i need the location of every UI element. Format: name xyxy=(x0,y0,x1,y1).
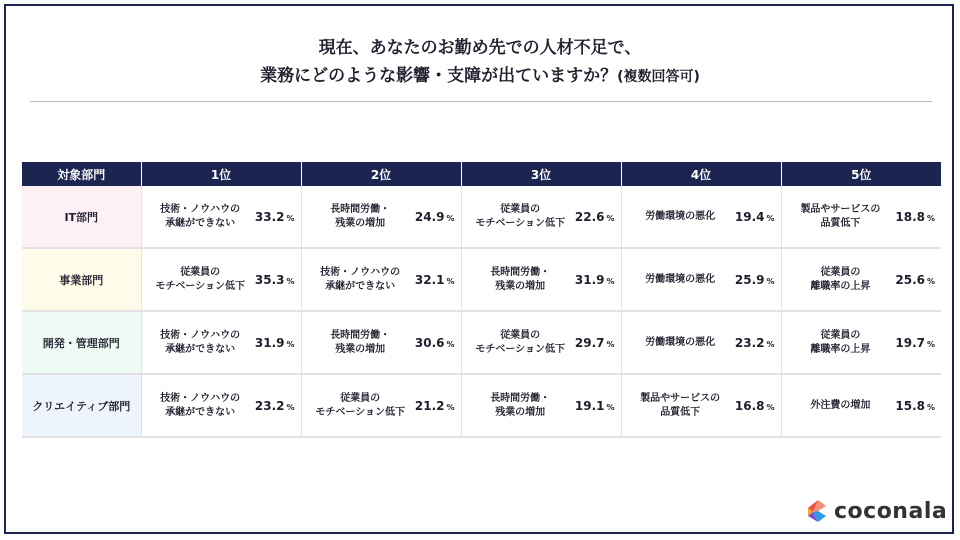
percentage-number: 25.9 xyxy=(734,272,765,287)
percentage-value xyxy=(255,273,295,287)
percentage-value xyxy=(575,336,615,350)
percentage-number: 23.2 xyxy=(254,398,285,413)
rank-1-cell xyxy=(141,311,301,374)
percentage-number: 31.9 xyxy=(254,335,285,350)
impact-item: 従業員の モチベーション低下 xyxy=(475,203,565,229)
impact-item: 長時間労働・ 残業の増加 xyxy=(330,329,391,355)
impact-item: 従業員の モチベーション低下 xyxy=(315,392,405,418)
percentage-unit: % xyxy=(766,213,775,223)
percentage-number: 22.6 xyxy=(574,209,605,224)
impact-item: 労働環境の悪化 xyxy=(645,210,716,222)
rank-1-cell xyxy=(141,186,301,248)
rank-3-cell xyxy=(461,248,621,311)
impact-item: 技術・ノウハウの 承継ができない xyxy=(160,203,241,229)
impact-item: 技術・ノウハウの 承継ができない xyxy=(160,392,241,418)
rank-2-cell xyxy=(301,311,461,374)
title-suffix: (複数回答可) xyxy=(617,69,700,85)
ranking-table xyxy=(22,162,941,438)
title-line-2-main: 業務にどのような影響・支障が出ていますか？ xyxy=(260,66,618,86)
percentage-value xyxy=(415,336,455,350)
percentage-value xyxy=(575,273,615,287)
rank-3-cell xyxy=(461,311,621,374)
percentage-number: 19.4 xyxy=(734,209,765,224)
rank-2-cell xyxy=(301,186,461,248)
rank-4-cell xyxy=(621,374,781,437)
impact-item: 外注費の増加 xyxy=(810,399,871,411)
page-title xyxy=(0,34,960,91)
percentage-number: 35.3 xyxy=(254,272,285,287)
rank-4-cell xyxy=(621,186,781,248)
impact-item: 製品やサービスの 品質低下 xyxy=(800,203,881,229)
percentage-value xyxy=(735,273,775,287)
header-rank-5: 5位 xyxy=(781,162,941,186)
percentage-number: 19.7 xyxy=(895,335,925,350)
percentage-number: 32.1 xyxy=(414,272,445,287)
coconala-logo xyxy=(804,498,947,524)
percentage-unit: % xyxy=(446,402,455,412)
rank-2-cell xyxy=(301,374,461,437)
header-rank-4: 4位 xyxy=(621,162,781,186)
percentage-number: 25.6 xyxy=(895,272,925,287)
percentage-number: 19.1 xyxy=(574,398,605,413)
percentage-value xyxy=(895,336,935,350)
percentage-number: 30.6 xyxy=(414,335,445,350)
percentage-unit: % xyxy=(286,339,295,349)
percentage-value xyxy=(735,210,775,224)
percentage-number: 16.8 xyxy=(734,398,765,413)
impact-item: 長時間労働・ 残業の増加 xyxy=(490,266,551,292)
percentage-number: 15.8 xyxy=(895,398,925,413)
rank-4-cell xyxy=(621,248,781,311)
percentage-value xyxy=(415,210,455,224)
percentage-unit: % xyxy=(606,339,615,349)
percentage-unit: % xyxy=(766,276,775,286)
percentage-value xyxy=(415,273,455,287)
department-label: クリエイティブ部門 xyxy=(22,374,141,437)
percentage-unit: % xyxy=(446,213,455,223)
table-row xyxy=(22,374,941,437)
impact-item: 従業員の モチベーション低下 xyxy=(475,329,565,355)
department-label: 開発・管理部門 xyxy=(22,311,141,374)
percentage-value xyxy=(575,210,615,224)
percentage-number: 24.9 xyxy=(414,209,445,224)
title-line-2 xyxy=(0,62,960,91)
table-row xyxy=(22,186,941,248)
percentage-unit: % xyxy=(286,213,295,223)
percentage-value xyxy=(255,336,295,350)
percentage-unit: % xyxy=(286,402,295,412)
percentage-value xyxy=(735,399,775,413)
percentage-number: 29.7 xyxy=(574,335,605,350)
percentage-unit: % xyxy=(766,402,775,412)
percentage-number: 23.2 xyxy=(734,335,765,350)
percentage-number: 18.8 xyxy=(895,209,925,224)
rank-2-cell xyxy=(301,248,461,311)
percentage-value xyxy=(575,399,615,413)
department-label: 事業部門 xyxy=(22,248,141,311)
rank-3-cell xyxy=(461,186,621,248)
percentage-value xyxy=(895,399,935,413)
impact-item: 労働環境の悪化 xyxy=(645,273,716,285)
percentage-value xyxy=(255,210,295,224)
percentage-unit: % xyxy=(926,402,935,412)
percentage-unit: % xyxy=(446,276,455,286)
percentage-value xyxy=(735,336,775,350)
percentage-number: 33.2 xyxy=(254,209,285,224)
percentage-value xyxy=(255,399,295,413)
percentage-number: 31.9 xyxy=(574,272,605,287)
percentage-unit: % xyxy=(286,276,295,286)
percentage-value xyxy=(895,210,935,224)
impact-item: 従業員の 離職率の上昇 xyxy=(810,329,871,355)
rank-3-cell xyxy=(461,374,621,437)
header-department: 対象部門 xyxy=(22,162,141,186)
percentage-unit: % xyxy=(926,339,935,349)
coconala-logo-icon xyxy=(804,498,828,524)
impact-item: 技術・ノウハウの 承継ができない xyxy=(160,329,241,355)
rank-1-cell xyxy=(141,248,301,311)
header-rank-1: 1位 xyxy=(141,162,301,186)
impact-item: 従業員の 離職率の上昇 xyxy=(810,266,871,292)
percentage-unit: % xyxy=(606,276,615,286)
percentage-unit: % xyxy=(766,339,775,349)
impact-item: 技術・ノウハウの 承継ができない xyxy=(320,266,401,292)
header-rank-2: 2位 xyxy=(301,162,461,186)
percentage-value xyxy=(895,273,935,287)
coconala-logo-text: coconala xyxy=(834,498,948,524)
impact-item: 長時間労働・ 残業の増加 xyxy=(490,392,551,418)
title-divider xyxy=(30,101,932,102)
rank-5-cell xyxy=(781,374,941,437)
department-label: IT部門 xyxy=(22,186,141,248)
rank-5-cell xyxy=(781,186,941,248)
impact-item: 製品やサービスの 品質低下 xyxy=(640,392,721,418)
percentage-unit: % xyxy=(606,213,615,223)
percentage-value xyxy=(415,399,455,413)
impact-item: 労働環境の悪化 xyxy=(645,336,716,348)
percentage-unit: % xyxy=(926,213,935,223)
rank-5-cell xyxy=(781,248,941,311)
rank-5-cell xyxy=(781,311,941,374)
rank-1-cell xyxy=(141,374,301,437)
header-rank-3: 3位 xyxy=(461,162,621,186)
percentage-unit: % xyxy=(926,276,935,286)
table-row xyxy=(22,311,941,374)
percentage-number: 21.2 xyxy=(414,398,445,413)
impact-item: 長時間労働・ 残業の増加 xyxy=(330,203,391,229)
table-row xyxy=(22,248,941,311)
title-line-1: 現在、あなたのお勤め先での人材不足で、 xyxy=(318,38,642,58)
percentage-unit: % xyxy=(446,339,455,349)
rank-4-cell xyxy=(621,311,781,374)
percentage-unit: % xyxy=(606,402,615,412)
table-header-row xyxy=(22,162,941,186)
impact-item: 従業員の モチベーション低下 xyxy=(155,266,245,292)
